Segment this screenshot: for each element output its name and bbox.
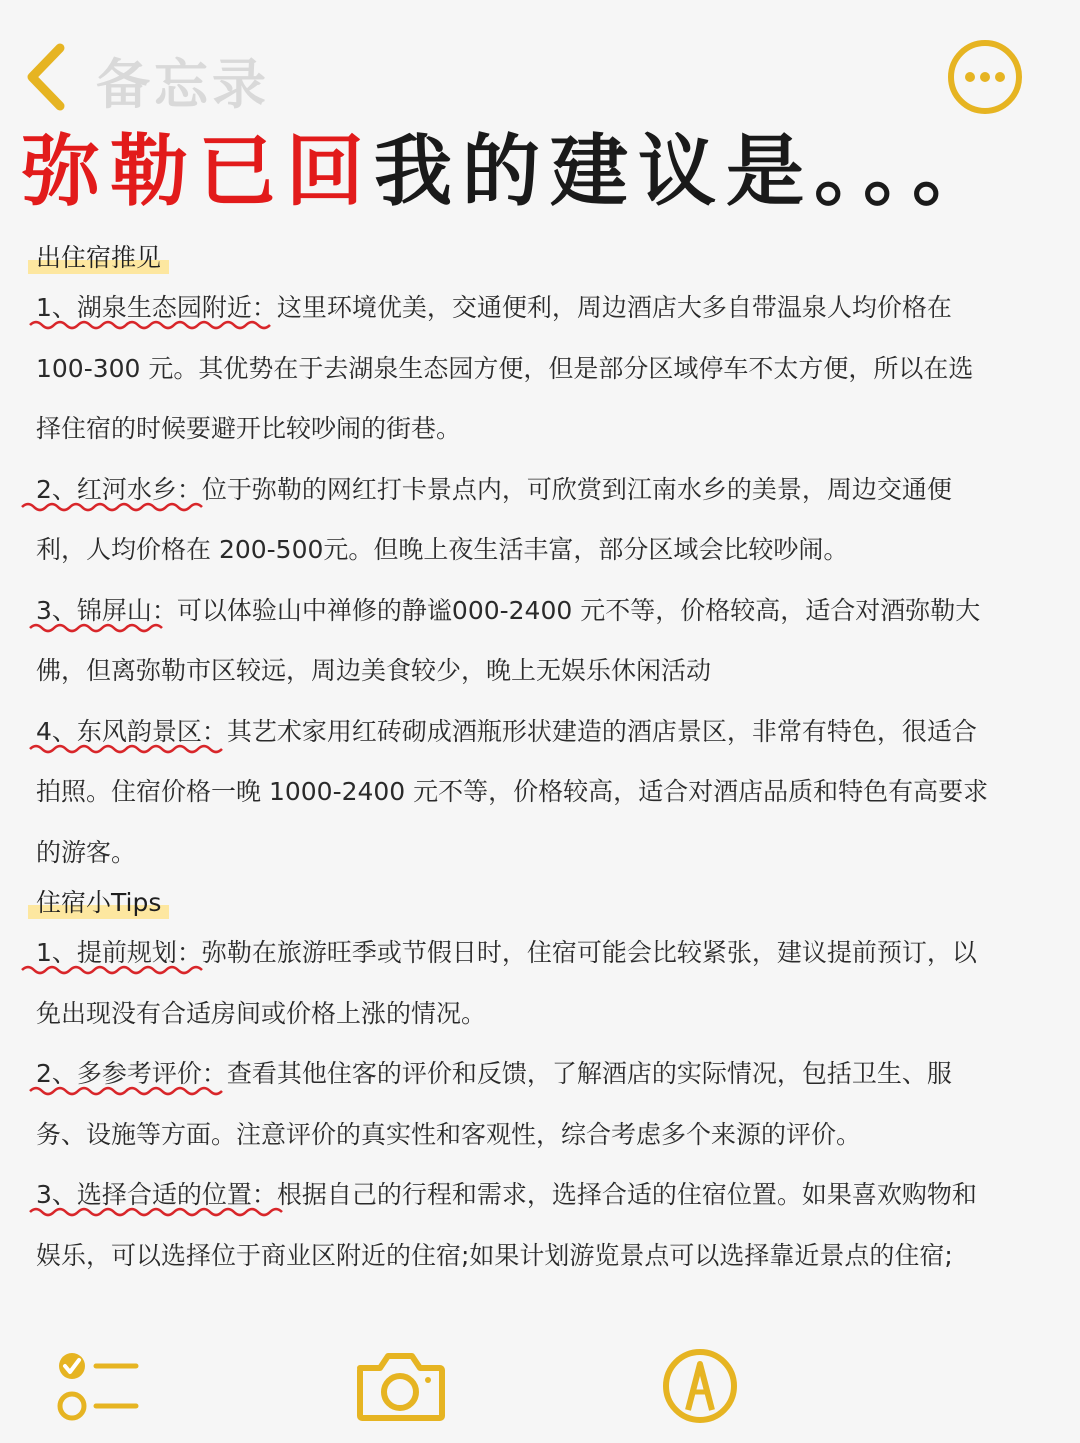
wavy-underline — [30, 1205, 280, 1219]
list-item: 1、提前规划： 弥勒在旅游旺季或节假日时，住宿可能会比较紧张，建议提前预订，以 免出现没有合适房间或价格上涨的情况。 — [36, 923, 1052, 1044]
note-body — [36, 238, 1052, 1286]
markup-button[interactable] — [660, 1346, 740, 1426]
more-button[interactable] — [946, 38, 1024, 116]
list-item: 1、湖泉生态园附近： 这里环境优美，交通便利，周边酒店大多自带温泉人均价格在 100-300 元。其优势在于去湖泉生态园方便，但是部分区域停车不太方便，所以在选 择住宿的时候要避开比较吵闹的街巷。 — [36, 278, 1052, 460]
item-lead: 1、湖泉生态园附近： — [36, 293, 277, 322]
chevron-left-icon — [22, 40, 86, 114]
headline-black-text: 我的建议是。。。 — [374, 127, 1001, 217]
item-lead: 3、选择合适的位置： — [36, 1180, 277, 1209]
wavy-underline — [30, 318, 280, 332]
top-nav-bar — [0, 0, 1080, 120]
back-label[interactable]: 备忘录 — [96, 53, 270, 116]
note-headline — [22, 122, 1000, 222]
more-dots-icon — [946, 38, 1024, 116]
item-lead: 2、红河水乡： — [36, 475, 202, 504]
item-lead: 3、锦屏山： — [36, 596, 177, 625]
section-title-tips: 住宿小Tips — [36, 883, 169, 923]
wavy-underline — [30, 742, 225, 756]
headline-red-text: 弥勒已回 — [22, 127, 375, 217]
camera-button[interactable] — [354, 1346, 446, 1426]
section-title-lodging: 出住宿推见 — [36, 238, 169, 278]
markup-pen-icon — [660, 1346, 740, 1426]
wavy-underline — [22, 963, 207, 977]
back-button[interactable] — [22, 40, 86, 114]
list-item: 2、多参考评价： 查看其他住客的评价和反馈，了解酒店的实际情况，包括卫生、服 务、设施等方面。注意评价的真实性和客观性，综合考虑多个来源的评价。 — [36, 1044, 1052, 1165]
camera-icon — [354, 1346, 446, 1426]
bottom-toolbar — [0, 1330, 1080, 1443]
wavy-underline — [30, 1084, 220, 1098]
list-item: 3、锦屏山： 可以体验山中禅修的静谧000-2400 元不等，价格较高，适合对酒弥勒大 佛，但离弥勒市区较远，周边美食较少，晚上无娱乐休闲活动 — [36, 581, 1052, 702]
item-lead: 4、东风韵景区： — [36, 717, 227, 746]
wavy-underline — [22, 500, 207, 514]
checklist-icon — [52, 1348, 142, 1428]
item-lead: 1、提前规划： — [36, 938, 202, 967]
list-item: 3、选择合适的位置： 根据自己的行程和需求，选择合适的住宿位置。如果喜欢购物和 娱乐，可以选择位于商业区附近的住宿;如果计划游览景点可以选择靠近景点的住宿; — [36, 1165, 1052, 1286]
checklist-button[interactable] — [52, 1348, 142, 1428]
list-item: 4、东风韵景区： 其艺术家用红砖砌成酒瓶形状建造的酒店景区，非常有特色，很适合 拍照。住宿价格一晚 1000-2400 元不等，价格较高，适合对酒店品质和特色有高要求 的游客。 — [36, 702, 1052, 884]
list-item: 2、红河水乡： 位于弥勒的网红打卡景点内，可欣赏到江南水乡的美景，周边交通便 利，人均价格在 200-500元。但晚上夜生活丰富，部分区域会比较吵闹。 — [36, 460, 1052, 581]
wavy-underline — [30, 621, 160, 635]
item-lead: 2、多参考评价： — [36, 1059, 227, 1088]
